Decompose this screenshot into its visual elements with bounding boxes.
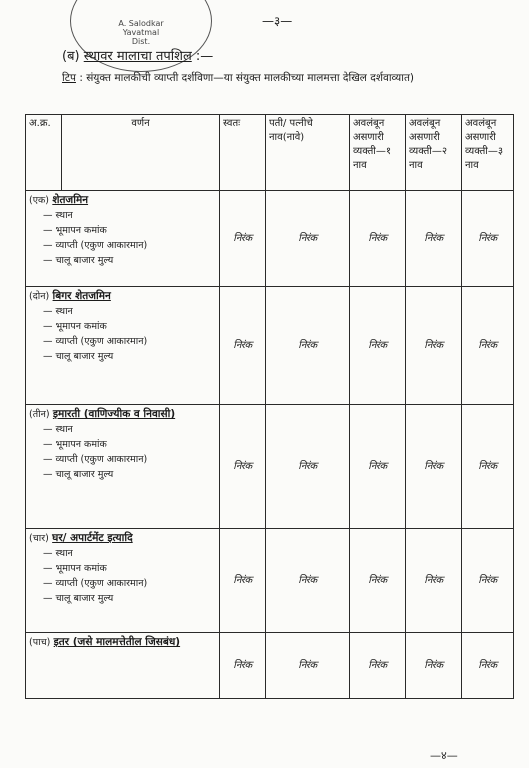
- row-item: — भूमापन कमांक: [43, 439, 107, 450]
- table-row: [26, 633, 514, 699]
- cell-self: निरंक: [220, 191, 266, 287]
- row-item: — स्थान: [43, 306, 73, 317]
- row-number: (तीन): [29, 409, 50, 420]
- cell-dependent-2: निरंक: [406, 633, 462, 699]
- cell-dependent-1: निरंक: [350, 191, 406, 287]
- row-item: — स्थान: [43, 548, 73, 559]
- row-item: — व्याप्ती (एकुण आकारमान): [43, 240, 148, 251]
- note: [62, 70, 512, 86]
- row-item: — व्याप्ती (एकुण आकारमान): [43, 336, 148, 347]
- cell-dependent-3: निरंक: [462, 529, 514, 633]
- heading-prefix: (ब): [62, 49, 80, 64]
- header-row: [26, 115, 514, 191]
- row-title: घर/ अपार्टमेंट इत्यादि: [52, 532, 133, 544]
- cell-dependent-2: निरंक: [406, 529, 462, 633]
- stamp-line: A. Salodkar: [118, 19, 164, 28]
- cell-dependent-1: निरंक: [350, 405, 406, 529]
- cell-self: निरंक: [220, 633, 266, 699]
- table-row: [26, 191, 514, 287]
- row-item: — भूमापन कमांक: [43, 563, 107, 574]
- row-description: [26, 191, 220, 287]
- cell-dependent-1: निरंक: [350, 529, 406, 633]
- row-item: — व्याप्ती (एकुण आकारमान): [43, 454, 148, 465]
- stamp-line: Yavatmal: [122, 28, 160, 37]
- row-title: बिगर शेतजमिन: [52, 290, 111, 302]
- cell-spouse: निरंक: [266, 191, 350, 287]
- row-item: — चालू बाजार मुल्य: [43, 351, 114, 362]
- header-dependent-3: अवलंबून असणारी व्यक्ती—३ नाव: [462, 115, 514, 191]
- cell-self: निरंक: [220, 529, 266, 633]
- row-description: [26, 529, 220, 633]
- cell-dependent-2: निरंक: [406, 191, 462, 287]
- cell-dependent-3: निरंक: [462, 191, 514, 287]
- cell-dependent-3: निरंक: [462, 287, 514, 405]
- stamp-line: Dist.: [131, 37, 151, 46]
- page-number-top: —३—: [262, 14, 293, 28]
- row-description: [26, 405, 220, 529]
- cell-self: निरंक: [220, 405, 266, 529]
- cell-dependent-3: निरंक: [462, 405, 514, 529]
- header-dependent-2: अवलंबून असणारी व्यक्ती—२ नाव: [406, 115, 462, 191]
- cell-spouse: निरंक: [266, 633, 350, 699]
- row-item: — भूमापन कमांक: [43, 321, 107, 332]
- header-spouse: पती/ पत्नीचे नाव(नावे): [266, 115, 350, 191]
- cell-spouse: निरंक: [266, 405, 350, 529]
- table-row: [26, 287, 514, 405]
- row-number: (दोन): [29, 291, 50, 302]
- heading-title: स्थावर मालाचा तपशिल: [83, 49, 192, 64]
- row-item: — चालू बाजार मुल्य: [43, 469, 114, 480]
- row-item: — व्याप्ती (एकुण आकारमान): [43, 578, 148, 589]
- row-description: [26, 287, 220, 405]
- row-item: — स्थान: [43, 424, 73, 435]
- heading-suffix: :—: [195, 49, 214, 64]
- row-item: — चालू बाजार मुल्य: [43, 255, 114, 266]
- cell-dependent-1: निरंक: [350, 633, 406, 699]
- cell-dependent-2: निरंक: [406, 405, 462, 529]
- cell-dependent-2: निरंक: [406, 287, 462, 405]
- immovable-property-table: [25, 114, 514, 699]
- table-row: [26, 529, 514, 633]
- page-number-bottom: —४—: [430, 749, 458, 762]
- note-text: : संयुक्त मालकीची व्याप्ती दर्शविणा—या संयुक्त मालकीच्या मालमत्ता देखिल दर्शवाव्यात): [79, 72, 415, 84]
- row-item: — स्थान: [43, 210, 73, 221]
- header-self: स्वतः: [220, 115, 266, 191]
- row-description: [26, 633, 220, 699]
- header-serial: अ.क्र.: [26, 115, 62, 191]
- cell-spouse: निरंक: [266, 287, 350, 405]
- cell-dependent-3: निरंक: [462, 633, 514, 699]
- header-dependent-1: अवलंबून असणारी व्यक्ती—१ नाव: [350, 115, 406, 191]
- row-number: (पाच): [29, 637, 51, 648]
- cell-dependent-1: निरंक: [350, 287, 406, 405]
- row-title: इमारती (वाणिज्यीक व निवासी): [52, 408, 176, 420]
- cell-spouse: निरंक: [266, 529, 350, 633]
- row-number: (चार): [29, 533, 49, 544]
- row-item: — चालू बाजार मुल्य: [43, 593, 114, 604]
- section-heading: [62, 46, 213, 64]
- row-title: इतर (जसे मालमत्तेतील जिसबंध): [53, 636, 181, 648]
- table-row: [26, 405, 514, 529]
- row-number: (एक): [29, 195, 49, 206]
- row-title: शेतजमिन: [52, 194, 89, 206]
- header-description: वर्णन: [62, 115, 220, 191]
- row-item: — भूमापन कमांक: [43, 225, 107, 236]
- note-label: टिप: [62, 72, 76, 84]
- cell-self: निरंक: [220, 287, 266, 405]
